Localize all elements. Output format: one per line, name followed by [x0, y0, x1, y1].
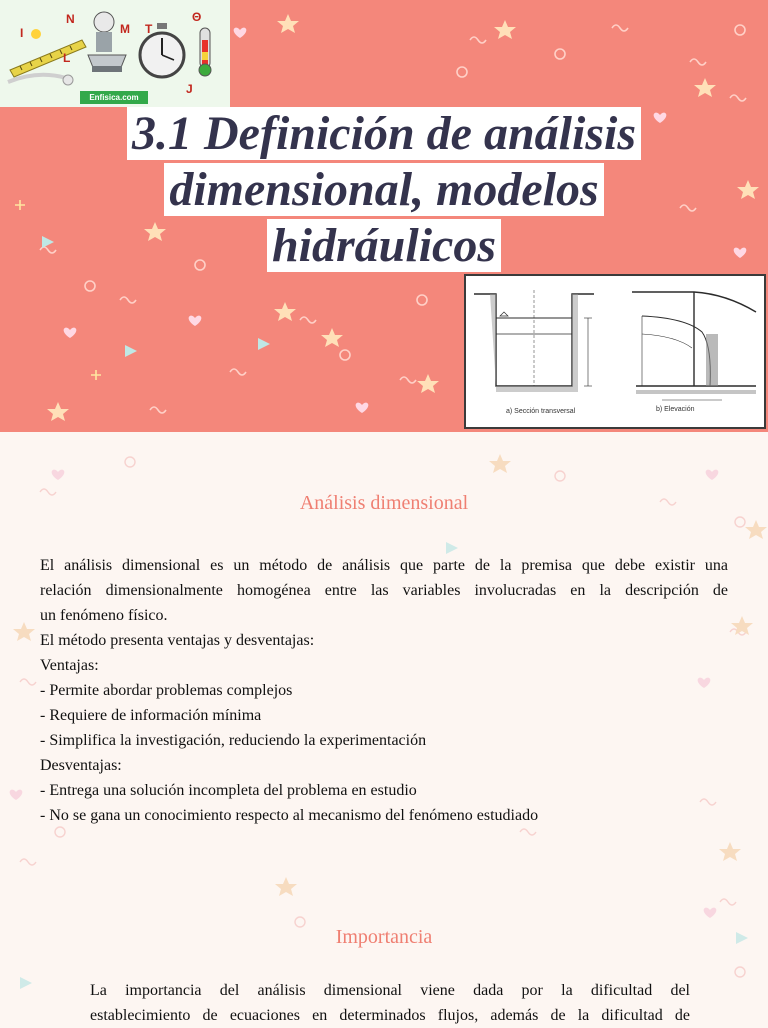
text-line: relación dimensionalmente homogénea entre las variables involucradas en la descripción de: [40, 582, 728, 599]
logo-letter: J: [186, 82, 193, 96]
thermometer-icon: [199, 28, 211, 76]
scale-icon: [88, 12, 126, 72]
list-item: - Permite abordar problemas complejos: [40, 682, 293, 699]
title-line: 3.1 Definición de análisis: [127, 107, 641, 160]
text-line: El análisis dimensional es un método de análisis que parte de la premisa que debe existir una: [40, 557, 728, 574]
logo-letter: M: [120, 22, 130, 36]
hydraulic-model-figure: [464, 274, 766, 429]
list-item: - Requiere de información mínima: [40, 707, 262, 724]
logo-letter: Θ: [192, 10, 202, 24]
list-item: - Simplifica la investigación, reduciendo la experimentación: [40, 732, 427, 749]
logo-letter: N: [66, 12, 75, 26]
text-line: Desventajas:: [40, 757, 122, 774]
section-body-importancia: [90, 978, 690, 1028]
ruler-icon: [10, 40, 86, 77]
logo-letter: T: [145, 22, 153, 36]
hero-banner: [0, 0, 768, 432]
title-line: hidráulicos: [267, 219, 501, 272]
logo: [0, 0, 230, 107]
channel-diagram: [466, 276, 764, 427]
logo-letter: L: [63, 51, 71, 65]
logo-letter: I: [20, 26, 24, 40]
logo-website: Enfisica.com: [80, 91, 148, 104]
text-line: un fenómeno físico.: [40, 607, 168, 624]
section-heading-importancia: Importancia: [335, 926, 433, 948]
page-title: [0, 106, 768, 274]
figure-caption-b: b) Elevación: [656, 406, 695, 413]
list-item: - Entrega una solución incompleta del problema en estudio: [40, 782, 417, 799]
text-line: Ventajas:: [40, 657, 99, 674]
title-line: dimensional, modelos: [164, 163, 603, 216]
section-heading-analisis: Análisis dimensional: [299, 492, 469, 514]
list-item: - No se gana un conocimiento respecto al mecanismo del fenómeno estudiado: [40, 807, 539, 824]
measuring-tape-icon: [8, 75, 73, 85]
text-line: La importancia del análisis dimensional viene dada por la dificultad del: [90, 982, 690, 999]
section-body-analisis: [40, 553, 728, 828]
text-line: establecimiento de ecuaciones en determinados flujos, además de la dificultad de: [90, 1007, 690, 1024]
figure-caption-a: a) Sección transversal: [506, 408, 576, 415]
text-line: El método presenta ventajas y desventajas:: [40, 632, 315, 649]
